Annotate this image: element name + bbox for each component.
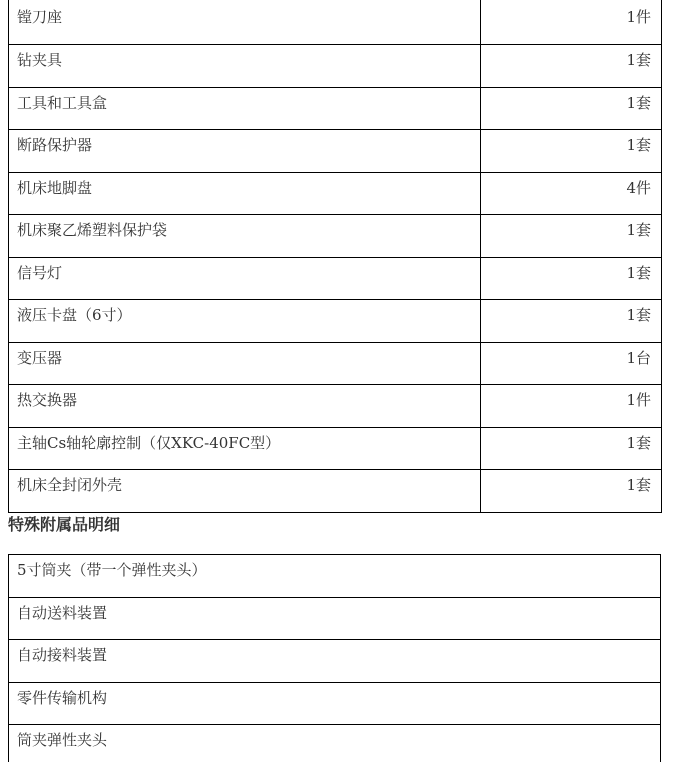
table-row — [9, 470, 662, 513]
special-accessories-table — [8, 554, 661, 762]
table-row — [9, 130, 662, 173]
table-row — [9, 0, 662, 45]
table-row — [9, 172, 662, 215]
item-quantity: 1件 — [481, 0, 662, 45]
table-row — [9, 640, 661, 683]
item-name: 镗刀座 — [9, 0, 481, 45]
item-name: 液压卡盘（6寸） — [9, 300, 481, 343]
item-name: 5寸筒夹（带一个弹性夹头） — [9, 555, 661, 598]
table-row — [9, 45, 662, 88]
section-heading: 特殊附属品明细 — [8, 515, 121, 534]
item-name: 零件传输机构 — [9, 682, 661, 725]
item-name: 机床地脚盘 — [9, 172, 481, 215]
table-row — [9, 257, 662, 300]
item-quantity: 1套 — [481, 87, 662, 130]
item-quantity: 1套 — [481, 470, 662, 513]
item-name: 变压器 — [9, 342, 481, 385]
table-row — [9, 87, 662, 130]
item-name: 自动接料装置 — [9, 640, 661, 683]
item-quantity: 1套 — [481, 215, 662, 258]
item-quantity: 1套 — [481, 427, 662, 470]
item-quantity: 4件 — [481, 172, 662, 215]
standard-accessories-table — [8, 0, 662, 513]
item-name: 钻夹具 — [9, 45, 481, 88]
item-quantity: 1套 — [481, 130, 662, 173]
item-quantity: 1台 — [481, 342, 662, 385]
item-name: 机床全封闭外壳 — [9, 470, 481, 513]
table-row — [9, 342, 662, 385]
item-quantity: 1件 — [481, 385, 662, 428]
table-row — [9, 682, 661, 725]
item-quantity: 1套 — [481, 45, 662, 88]
item-name: 断路保护器 — [9, 130, 481, 173]
item-name: 自动送料装置 — [9, 597, 661, 640]
table-row — [9, 215, 662, 258]
table-row — [9, 725, 661, 762]
table-row — [9, 597, 661, 640]
item-name: 信号灯 — [9, 257, 481, 300]
table-row — [9, 300, 662, 343]
item-name: 主轴Cs轴轮廓控制（仅XKC-40FC型） — [9, 427, 481, 470]
item-quantity: 1套 — [481, 257, 662, 300]
item-name: 机床聚乙烯塑料保护袋 — [9, 215, 481, 258]
item-name: 热交换器 — [9, 385, 481, 428]
item-name: 筒夹弹性夹头 — [9, 725, 661, 762]
table-row — [9, 385, 662, 428]
item-name: 工具和工具盒 — [9, 87, 481, 130]
table-row — [9, 427, 662, 470]
item-quantity: 1套 — [481, 300, 662, 343]
table-row — [9, 555, 661, 598]
